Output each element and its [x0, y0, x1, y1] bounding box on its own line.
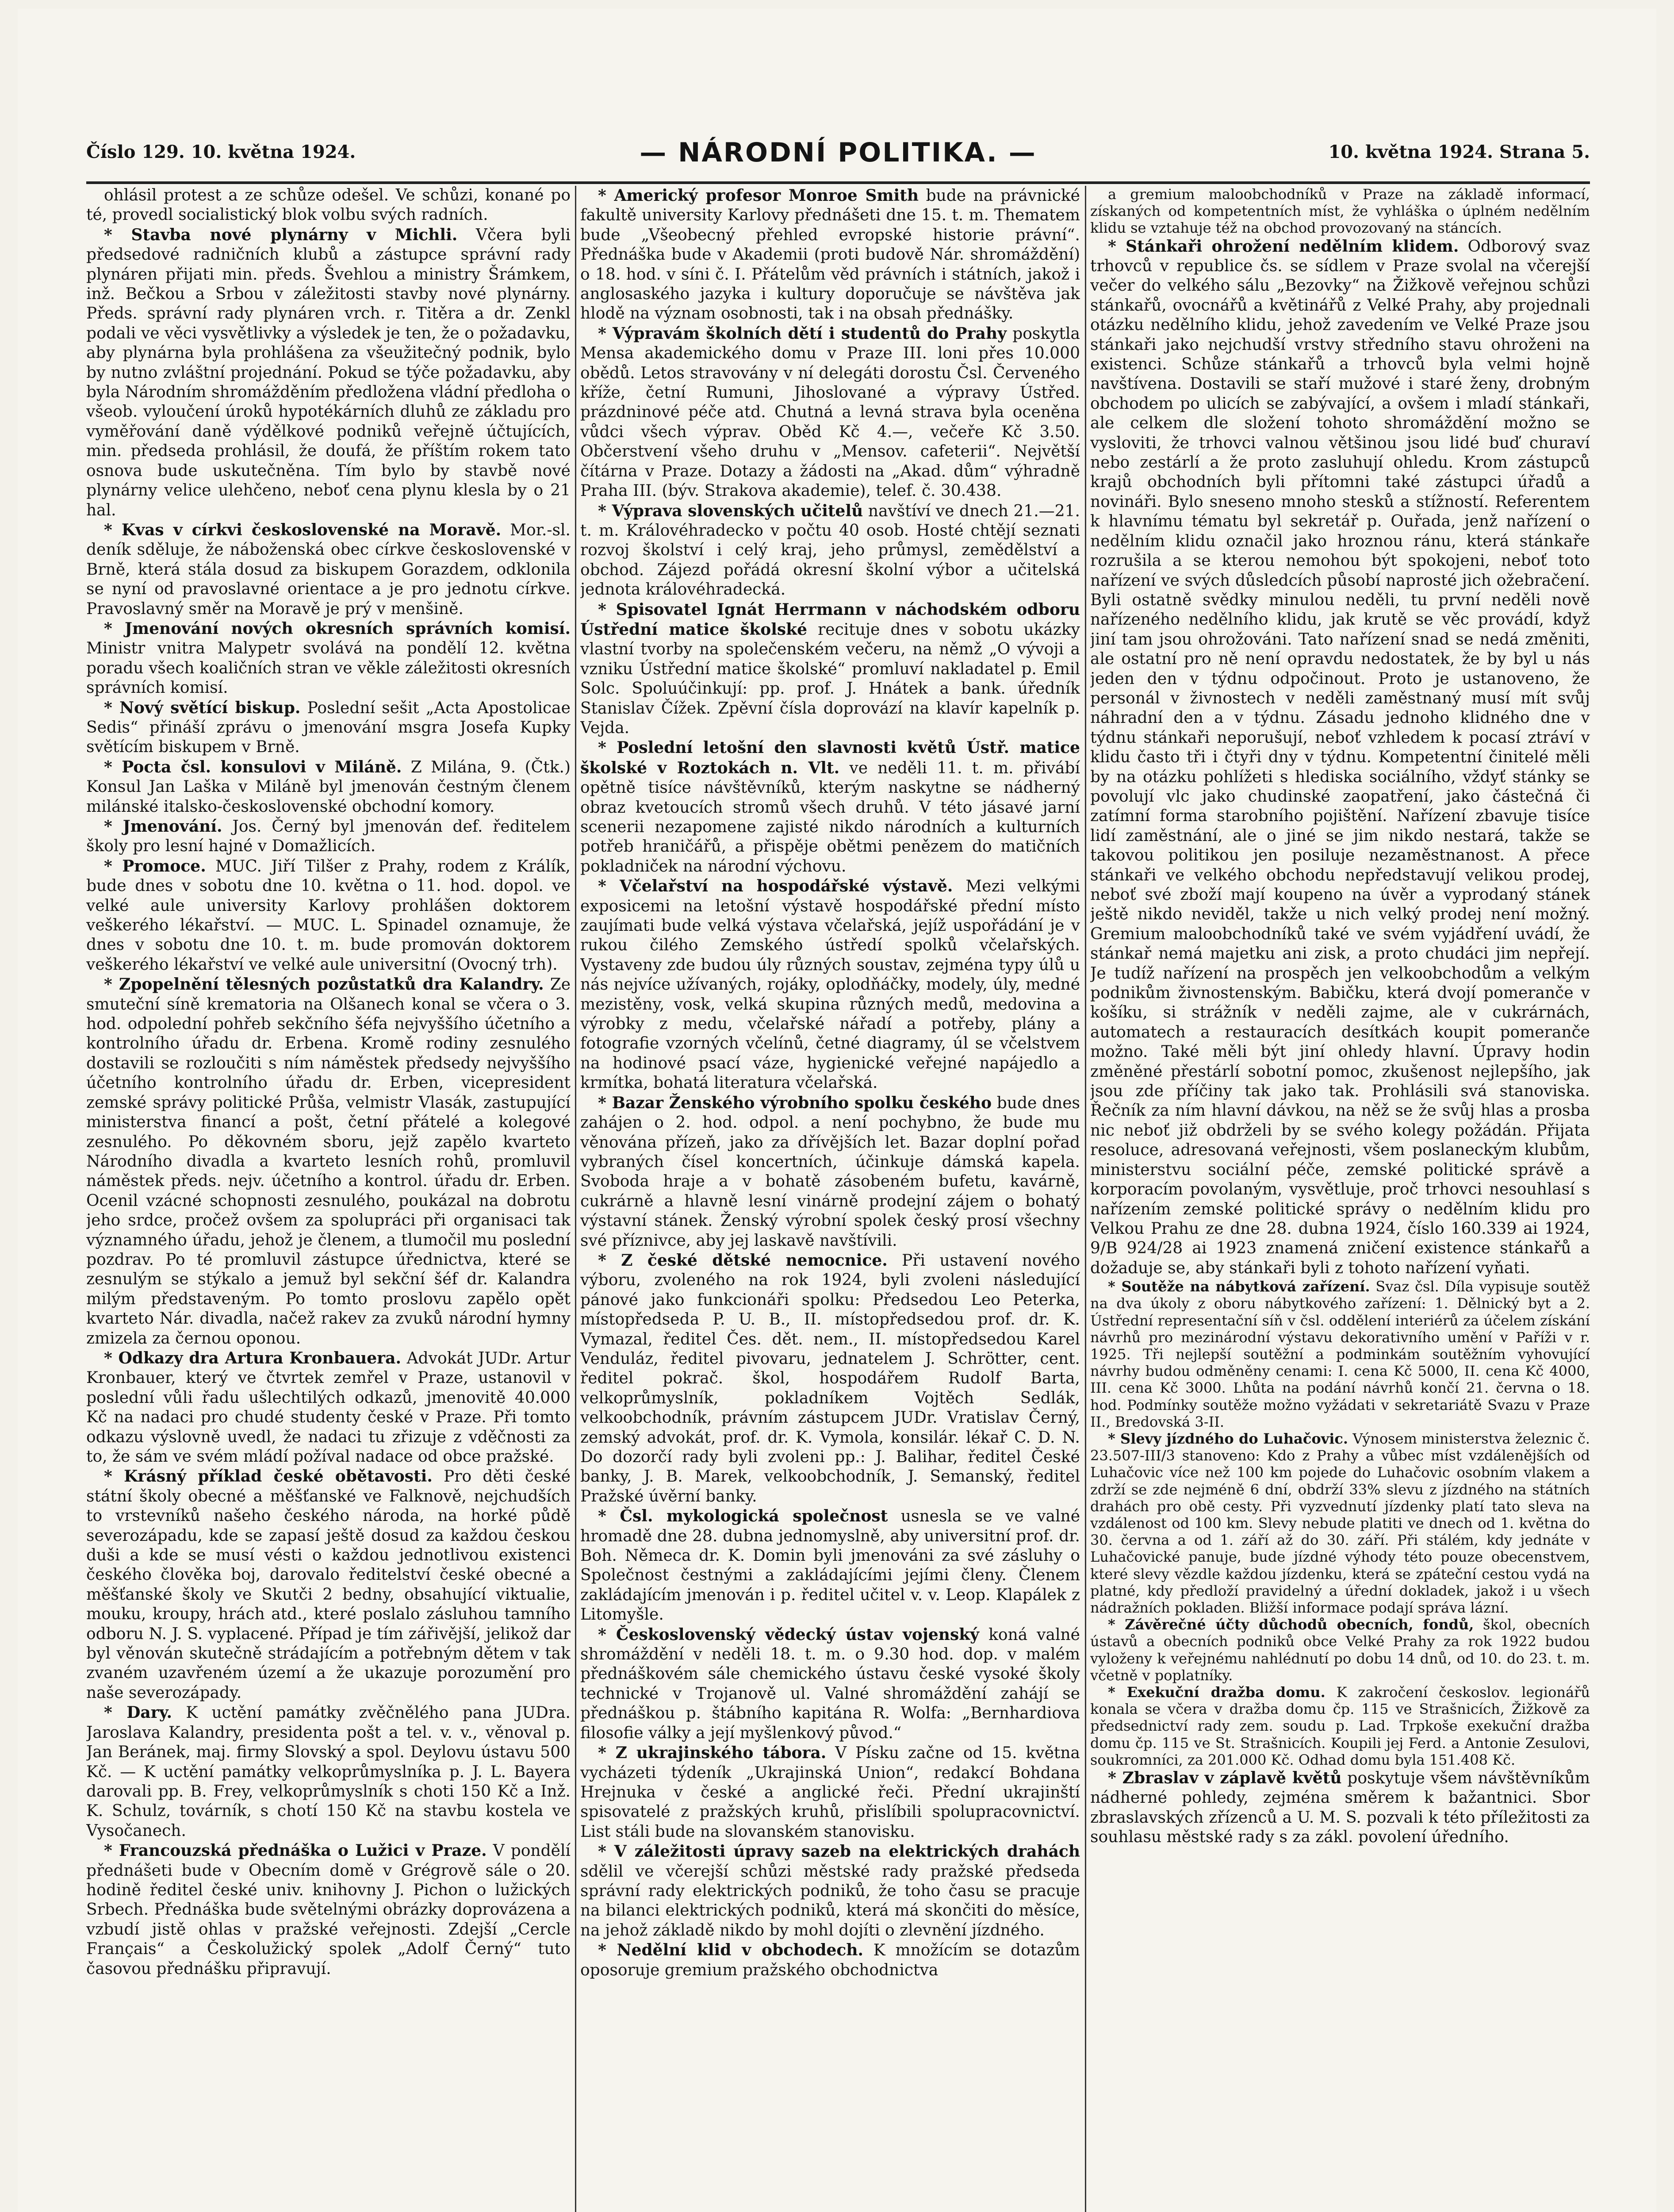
article: [1090, 1430, 1590, 1616]
article-headline: * Nedělní klid v obchodech.: [598, 1941, 864, 1960]
article-text: sdělil ve včerejší schůzi městské rady pražské předseda správní rady elektrických podniků, že toho času se pracuje na bilanci elektrických podniků, která má skončiti do měsíce, na jehož základě nikdo by mohl dojíti o zlevnění jízdného.: [580, 1862, 1080, 1939]
column-divider: [1085, 186, 1086, 2212]
article-text: K zakročení českoslov. legionářů konala se včera v dražba domu čp. 115 ve Strašnicích, Žižkově za předsednictví rady zem. soudu p. Lad. Trpkoše exekuční dražba domu čp. 115 ve St. Strašnicích. Koupili jej Ferd. a Antonie Zesulovi, soukromníci, za 201.000 Kč. Odhad domu byla 151.408 Kč.: [1090, 1684, 1590, 1768]
article-headline: * Čsl. mykologická společnost: [598, 1507, 888, 1526]
article-text: V Písku začne od 15. května vycházeti týdeník „Ukrajinská Union“, redakcí Bohdana Hrejnuka v české a anglické řeči. Přední ukrajinští spisovatelé z pražských kruhů, přislíbili spolupracovnictví. List stáli bude na slovanském stanovisku.: [580, 1744, 1080, 1841]
article-text: bude na právnické fakultě university Karlovy přednášeti dne 15. t. m. Thematem bude „Všeobecný přehled evropské historie právní“. Přednáška bude v Akademii (proti budově Nár. shromáždění) o 18. hod. v síni č. I. Přátelům věd právních i státních, jakož i anglosaského jazyka i kultury doporučuje se návštěva jak hlodě na význam osobnosti, tak i na obsah přednášky.: [580, 187, 1080, 323]
article: [580, 1093, 1080, 1251]
article-headline: * Exekuční dražba domu.: [1108, 1684, 1325, 1701]
article: [1090, 1278, 1590, 1430]
article: [580, 1842, 1080, 1940]
article-headline: * Bazar Ženského výrobního spolku českého: [598, 1093, 992, 1112]
article-text: Výnosem ministerstva železnic č. 23.507-III/3 stanoveno: Kdo z Prahy a vůbec míst vzdálenějších od Luhačovic více než 100 km pojede do Luhačovic osobním vlakem a zdrží se zde nejméně 6 dní, obdrží 33% slevu z jízdného na státních drahách pro obě cesty. Při vyzvednutí jízdenky platí tato sleva na vzdálenost od 100 km. Slevy nebude platiti ve dnech od 1. května do 30. června a od 1. září až do 30. září. Při stálém, kdy jednáte v Luhačovické panuje, bude jízdné výhody této pouze obecenstvem, které slevy vězdle každou jízdenku, která se zpáteční cestou vydá na platné, kdy předloží pravidelný a úřední dokladek, jakož i u všech nádražních pokladen. Bližší informace podají správa lázní.: [1090, 1430, 1590, 1616]
article-text: K uctění památky zvěčnělého pana JUDra. Jaroslava Kalandry, presidenta pošt a tel. v. v., věnoval p. Jan Beránek, maj. firmy Slovský a spol. Deylovu ústavu 500 Kč. — K uctění památky velkoprůmyslníka p. J. L. Bayera darovali pp. B. Frey, velkoprůmyslník s choti 150 Kč a Inž. K. Schulz, továrník, s chotí 150 Kč na stavbu kostela ve Vysočanech.: [86, 1704, 571, 1840]
column-2: [580, 186, 1080, 2212]
article: [580, 600, 1080, 738]
article: [1090, 1684, 1590, 1768]
article-text: ohlásil protest a ze schůze odešel. Ve schůzi, konané po té, provedl socialistický blok volbu svých radních.: [86, 186, 571, 224]
article: [86, 1467, 571, 1703]
article-headline: * Promoce.: [104, 856, 206, 876]
article: [86, 975, 571, 1348]
article-text: Poslední sešit „Acta Apostolicae Sedis“ přináší zprávu o jmenování msgra Josefa Kupky světícím biskupem v Brně.: [86, 699, 571, 757]
article-text: Advokát JUDr. Artur Kronbauer, který ve čtvrtek zemřel v Praze, ustanovil v poslední vůli řadu ušlechtilých odkazů, jmenovitě 40.000 Kč na nadaci pro chudé studenty české v Praze. Při tomto odkazu výslovně uvedl, že nadaci tu zřizuje z vděčnosti za to, že sám ve svém mládí požíval nadace od obce pražské.: [86, 1349, 571, 1466]
article-text: V pondělí přednášeti bude v Obecním domě v Grégrově sále o 20. hodině ředitel české univ. knihovny J. Pichon o lužických Srbech. Přednáška bude světelnými obrázky doprovázena a vzbudí jistě ohlas v pražské veřejnosti. Zdejší „Cercle Français“ a Českolužický spolek „Adolf Černý“ tuto časovou přednášku připravují.: [86, 1842, 571, 1978]
article-text: usnesla se ve valné hromadě dne 28. dubna jednomyslně, aby universitní prof. dr. Boh. Němeca dr. K. Domin byli jmenováni za své zásluhy o Společnost čestnými a zakládajícími jejími členy. Členem zakládajícím jmenován i p. ředitel učitel v. v. Leop. Klapálek z Litomyšle.: [580, 1507, 1080, 1624]
article-headline: * Zbraslav v záplavě květů: [1108, 1769, 1342, 1788]
article-headline: * Stánkaři ohrožení nedělním klidem.: [1108, 237, 1459, 256]
page-header: [86, 137, 1590, 179]
article-headline: * Jmenování nových okresních správních komisí.: [104, 619, 571, 638]
article: [580, 1506, 1080, 1624]
page-number: 10. května 1924. Strana 5.: [1328, 142, 1590, 162]
article-text: Jos. Černý byl jmenován def. ředitelem školy pro lesní hajné v Domažlicích.: [86, 818, 571, 856]
masthead: — NÁRODNÍ POLITIKA. —: [640, 137, 1037, 168]
header-rule: [86, 181, 1590, 184]
article-headline: * Závěrečné účty důchodů obecních, fondů,: [1108, 1616, 1474, 1633]
article-text: recituje dnes v sobotu ukázky vlastní tvorby na společenském večeru, na němž „O vývoji a vzniku Ústřední matice školské“ promluví nakladatel p. Emil Solc. Spoluúčinkují: pp. prof. J. Hnátek a bank. úředník Stanislav Čížek. Zpěvní čísla doprovází na klavír kapelník p. Vejda.: [580, 620, 1080, 737]
article: [86, 698, 571, 757]
article-headline: * Nový světící biskup.: [104, 698, 301, 717]
article-headline: * Krásný příklad české obětavosti.: [104, 1467, 433, 1486]
article-headline: * Výpravám školních dětí i studentů do Prahy: [598, 324, 1007, 343]
article-headline: * Poslední letošní den slavnosti květů Ústř. matice školské v Roztokách n. Vlt.: [580, 738, 1080, 777]
article-headline: * Slevy jízdného do Luhačovic.: [1108, 1430, 1348, 1447]
article-headline: * Pocta čsl. konsulovi v Miláně.: [104, 757, 402, 776]
article: [86, 817, 571, 856]
article-text: ve neděli 11. t. m. přivábí opětně tisíce návštěvníků, kterým naskytne se nádherný obraz kvetoucích stromů všech druhů. V této jásavé jarní scenerii nezapomene zajisté nikdo národních a kulturních potřeb hraničářů, a přispěje obětmi penězem do matičních pokladniček na národní výchovu.: [580, 759, 1080, 876]
article: [86, 225, 571, 520]
article-headline: * Stavba nové plynárny v Michli.: [104, 225, 458, 244]
article-text: škol, obecních ústavů a obecních podniků obce Velké Prahy za rok 1922 budou vyloženy k veřejnému nahlédnutí po dobu 14 dnů, od 10. do 23. t. m. včetně v poplatníky.: [1090, 1616, 1590, 1684]
article-text: Z Milána, 9. (Čtk.) Konsul Jan Laška v Miláně byl jmenován čestným členem milánské italsko-československé obchodní komory.: [86, 758, 571, 816]
article: [580, 738, 1080, 876]
column-1: [86, 186, 571, 2212]
article-headline: * Odkazy dra Artura Kronbauera.: [104, 1348, 402, 1367]
article: [580, 876, 1080, 1093]
column-3: [1090, 186, 1590, 2212]
article-text: poskytla Mensa akademického domu v Praze III. loni přes 10.000 obědů. Letos stravovány v ní delegáti dorostu Čsl. Červeného kříže, četní Rumuni, Jihoslované a výpravy Ústřed. prázdninové péče atd. Chutná a levná strava byla oceněna vůdci všech výprav. Oběd Kč 4.—, večeře Kč 3.50. Občerstvení všeho druhu v „Mensov. cafeterii“. Největší čítárna v Praze. Dotazy a žádosti na „Akad. dům“ výhradně Praha III. (býv. Strakova akademie), telef. č. 30.438.: [580, 324, 1080, 500]
article: [580, 1251, 1080, 1506]
article-headline: * Kvas v církvi československé na Moravě.: [104, 520, 502, 539]
article: [86, 186, 571, 225]
article-headline: * Československý vědecký ústav vojenský: [598, 1625, 980, 1644]
column-divider: [575, 186, 576, 2212]
article: [580, 186, 1080, 324]
article: [580, 1940, 1080, 1980]
article-headline: * Francouzská přednáška o Lužici v Praze.: [104, 1841, 487, 1860]
article: [86, 757, 571, 817]
article: [86, 520, 571, 619]
article-headline: * Jmenování.: [104, 817, 222, 836]
article-text: bude dnes zahájen o 2. hod. odpol. a není pochybno, že bude mu věnována přízeň, jako za dřívějších let. Bazar doplní pořad vybraných čísel koncertních, účinkuje dámská kapela. Svoboda hraje a v bohatě zásobeném bufetu, kavárně, cukrárně a hlavně lesní vinárně prodejní zájem o bohatý výstavní stánek. Ženský výrobní spolek český prosí všechny své příznivce, aby jej laskavě navštívili.: [580, 1094, 1080, 1250]
article-text: Při ustavení nového výboru, zvoleného na rok 1924, byli zvoleni následující pánové jako funkcionáři spolku: Předsedou Leo Peterka, místopředseda P. U. B., II. místopředsedou prof. dr. K. Vymazal, ředitel Čes. dět. nem., II. místopředsedou Karel Venduláz, ředitel pivovaru, jednatelem J. Schrötter, cent. ředitel pokrač. škol, hospodářem Rudolf Barta, velkoprůmyslník, pokladníkem Vojtěch Sedlák, velkoobchodník, právním zástupcem JUDr. Vratislav Černý, zemský advokát, prof. dr. K. Vymola, konsilár. lékař C. D. N. Do dozorčí rady byli zvoleni pp.: J. Balihar, ředitel České banky, J. B. Marek, velkoobchodník, J. Semanský, ředitel Pražské úvěrní banky.: [580, 1251, 1080, 1505]
article-text: Včera byli předsedové radničních klubů a zástupce správní rady plynáren přijati min. předs. Švehlou a ministry Šrámkem, inž. Bečkou a Srbou v záležitosti stavby nové plynárny. Předs. správní rady plynáren vrch. r. Titěra a dr. Zenkl podali ve věci vysvětlivky a výsledek je ten, že o požadavku, aby plynárna byla prohlášena za všeužitečný podnik, bylo by nutno zvláštní projednání. Pokud se týče požadavku, aby byla Národním shromážděním předložena vládní předloha o všeob. vyloučení úroků hypotékárních dluhů ze základu pro vyměřování daně výdělkové podniků veřejně účtujících, min. předseda prohlásil, že doufá, že příštím rokem tato osnova bude uskutečněna. Tím bylo by stavbě nové plynárny velice ulehčeno, neboť cena plynu klesla by o 21 hal.: [86, 226, 571, 519]
article-text: koná valné shromáždění v neděli 18. t. m. o 9.30 hod. dop. v malém přednáškovém sále chemického ústavu české vysoké školy technické v Trojanově ul. Valné shromáždění zahájí se přednáškou p. štábního kapitána R. Wolfa: „Bernhardiova filosofie války a její myšlenkový původ.“: [580, 1625, 1080, 1742]
article: [1090, 186, 1590, 237]
article-headline: * V záležitosti úpravy sazeb na elektrických drahách: [598, 1842, 1080, 1861]
article-text: Mezi velkými exposicemi na letošní výstavě hospodářské přední místo zaujímati bude velká výstava včelařská, jejíž uspořádání je v rukou čilého Zemského ústředí spolků včelařských. Vystaveny zde budou úly různých soustav, zejména typy úlů u nás nejvíce užívaných, rojáky, oplodňáčky, modely, úly, medné mezistěny, vosk, velká skupina různých medů, medovina a výrobky z medu, včelařské nářadí a potřeby, plány a fotografie vzorných včelínů, četné diagramy, úl se včelstvem na hodinové psací váze, hygienické veřejné napájedlo a krmítka, bohatá literatura včelařská.: [580, 877, 1080, 1092]
article-text: a gremium maloobchodníků v Praze na základě informací, získaných od kompetentních míst, že vyhláška o úplném nedělním klidu se vztahuje též na obchod provozovaný na stáncích.: [1090, 186, 1590, 237]
article: [86, 1841, 571, 1979]
issue-date: Číslo 129. 10. května 1924.: [86, 142, 356, 162]
article-text: poskytuje všem návštěvníkům nádherné pohledy, zejména směrem k bažantnici. Sbor zbraslavských zřízenců a U. M. S. pozvali k této příležitosti za souhlasu městské rady s za zákl. povolení úředního.: [1090, 1769, 1590, 1847]
article-text: Odborový svaz trhovců v republice čs. se sídlem v Praze svolal na včerejší večer do velkého sálu „Bezovky“ na Žižkově veřejnou schůzi stánkařů, ovocnářů a květinářů z Velké Prahy, aby projednali otázku nedělního klidu, jehož zavedením ve Velké Praze jsou stánkaři jako nejchudší vrstvy středního stavu ohroženi na existenci. Schůze stánkařů a trhovců byla velmi hojně navštívena. Dostavili se staří mužové i staré ženy, drobným obchodem po ulicích se zabývající, a ovšem i mladí stánkaři, ale celkem dle složení tohoto shromáždění možno se vysloviti, že trhovci valnou většinou jsou lidé buď churaví nebo zestárlí a že proto zasluhují ohledu. Krom zástupců krajů obchodních byli přítomni také zástupci úřadů a novináři. Bylo sneseno mnoho stesků a stížností. Referentem k hlavnímu tématu byl sekretář p. Ouřada, jenž nařízení o nedělním klidu označil jako hroznou ránu, která stánkaře rozrušila a se kterou nemohou být spokojeni, neboť toto nařízení ve svých důsledcích působí naprosté jich ožebračení. Byli ostatně svědky minulou neděli, tu první neděli nově nařízeného nedělního klidu, jak krutě se věc provádí, když jiní tam jsou ohrožováni. Tato nařízení snad se nedá změniti, ale ostatní pro ně není opravdu nedostatek, že by byl u nás jeden den v týdnu odpočinout. Proto je ustanoveno, že personál v živnostech v neděli zaměstnaný musí mít svůj náhradní den a v týdnu. Zásadu jednoho klidného dne v týdnu stánkaři neporušují, neboť vzhledem k pocasí ztráví v klidu často tři i čtyři dny v týdnu. Kompetentní činitelé měli by na otázku pohlížeti s hlediska sociálního, vždyť stánky se povolují vlc jako chudinské zaopatření, jako částečná či zatímní forma starobního pojištění. Nařízení zbavuje tisíce lidí zaměstnání, ale o jiné se jim nikdo nestará, takže se takovou politikou jen posiluje nezaměstnanost. A přece stánkaři ve velkého obchodu nepředstavují velikou prodej, neboť své zboží mají koupeno na úvěr a vyprodaný stánek ještě nikdo neviděl, takže u nich velký prodej není možný. Gremium maloobchodníků také ve svém vyjádření uvádí, že stánkař nemá majetku ani zisk, a proto chudáci jim nepřejí. Je tudíž nařízení na prospěch jen velkoobchodům a velkým podnikům živnostenským. Babičku, která dvojí pomeranče v košíku, si strážník v neděli zajme, ale v cukrárnách, automatech a restauracích desítkách koupit pomeranče možno. Také měli být jiní ohledy hlavní. Úpravy hodin změněné přestárlí sobotní pomoc, zkušenost nejlepšího, jak jsou zde příčiny tak jako tak. Prohlásili svá stanoviska. Řečník za ním hlavní dávkou, na něž se že svůj hlas a prosba nic neboť již obdrželi by se svého kolegy požádán. Přijata resoluce, adresovaná veřejnosti, všem poslaneckým klubům, ministerstvu sociální péče, zemské politické správě a korporacím povolaným, vysvětluje, proč trhovci nesouhlasí s nařízením zemské politické správy o nedělním klidu pro Velkou Prahu ze dne 28. dubna 1924, číslo 160.339 ai 1924, 9/B 924/28 ai 1923 znamená zničení existence stánkařů a dožaduje se, aby stánkaři byli z tohoto nařízení vyňati.: [1090, 237, 1590, 1277]
article-headline: * Zpopelnění tělesných pozůstatků dra Kalandry.: [104, 975, 544, 994]
article-text: Svaz čsl. Díla vypisuje soutěž na dva úkoly z oboru nábytkového zařízení: 1. Dělnický byt a 2. Ústřední representační síň v čsl. oddělení interiérů za účelem získání návrhů pro mezinárodní výstavu dekorativního umění v Paříži v r. 1925. Tři nejlepší soutěžní a podminkám soutěžním vyhovující návrhy budou odměněny cenami: I. cena Kč 5000, II. cena Kč 4000, III. cena Kč 3000. Lhůta na podání návrhů končí 21. června o 18. hod. Podmínky soutěže možno vyžádati v sekretariátě Svazu v Praze II., Bredovská 3-II.: [1090, 1278, 1590, 1430]
article-text: K množícím se dotazům oposoruje gremium pražského obchodnictva: [580, 1941, 1080, 1979]
article: [1090, 1616, 1590, 1684]
article-headline: * Z české dětské nemocnice.: [598, 1251, 888, 1270]
article: [86, 856, 571, 975]
article-headline: * Dary.: [104, 1703, 172, 1722]
article-headline: * Výprava slovenských učitelů: [598, 501, 863, 520]
article: [1090, 237, 1590, 1279]
article: [580, 1743, 1080, 1842]
article-headline: * Soutěže na nábytková zařízení.: [1108, 1278, 1370, 1295]
article: [580, 501, 1080, 600]
article: [580, 324, 1080, 501]
article-headline: * Z ukrajinského tábora.: [598, 1743, 827, 1763]
article: [86, 1348, 571, 1467]
article-text: MUC. Jiří Tilšer z Prahy, rodem z Králík, bude dnes v sobotu dne 10. května o 11. hod. dopol. ve velké aule university Karlovy prohlášen doktorem veškerého lékařství. — MUC. L. Spinadel oznamuje, že dnes v sobotu dne 10. t. m. bude promován doktorem veškerého lékařství ve velké aule universitní (Ovocný trh).: [86, 857, 571, 974]
article: [86, 1703, 571, 1841]
article-text: navštíví ve dnech 21.—21. t. m. Královéhradecko v počtu 40 osob. Hosté chtějí seznati rozvoj školství i celý kraj, jeho průmysl, zemědělství a obchod. Zájezd pořádá okresní školní výbor a učitelská jednota královéhradecká.: [580, 502, 1080, 599]
article-text: Mor.-sl. deník sděluje, že náboženská obec církve československé v Brně, která stála dosud za biskupem Gorazdem, odklonila se nyní od pravoslavné orientace a je pro jednotu církve. Pravoslavný směr na Moravě je prý v menšině.: [86, 521, 571, 618]
article: [86, 619, 571, 698]
article-text: Ministr vnitra Malypetr svolává na pondělí 12. května poradu všech koaličních stran ve věkle záležitosti okresních správních komisí.: [86, 639, 571, 697]
article-text: Ze smuteční síně krematoria na Olšanech konal se včera o 3. hod. odpolední pohřeb sekčního šéfa nejvyššího účetního a kontrolního úřadu dr. Erbena. Kromě rodiny zesnulého dostavili se rozloučiti s ním náměstek předsedy nejvyššího účetního kontrolního úřadu dr. Erben, vicepresident zemské správy politické Průša, velmistr Vlasák, zastupující ministerstva financí a pošt, četní přátelé a kolegové zesnulého. Po děkovném sboru, jejž zapělo kvarteto Národního divadla a kvarteto lesních rohů, promluvil náměstek předs. nejv. účetního a kontrol. úřadu dr. Erben. Ocenil vzácné schopnosti zesnulého, poukázal na dobrotu jeho srdce, pročež ovšem za spolupráci při organisaci tak významného úřadu, jehož je členem, a tlumočil mu poslední pozdrav. Po té promluvil zástupce úřednictva, které se zesnulým se stýkalo a jemuž byl sekční šéf dr. Kalandra milým představeným. Po tomto proslovu zapělo opět kvarteto Nár. divadla, načež rakev za zvuků národní hymny zmizela za černou oponou.: [86, 975, 571, 1348]
article-headline: * Včelařství na hospodářské výstavě.: [598, 877, 953, 896]
article-headline: * Americký profesor Monroe Smith: [598, 186, 919, 205]
article: [1090, 1768, 1590, 1847]
article-text: Pro děti české státní školy obecné a měšťanské ve Falknově, nejchudších to vrstevníků našeho českého národa, na horké půdě severozápadu, kde se zapasí ještě dosud za každou českou duši a kde se musí vésti o každou jednotlivou existenci českého člověka boj, darovalo ředitelství české obecné a měšťanské školy ve Skutči 2 bedny, obsahující viktualie, mouku, kroupy, hrách atd., které poslalo zásluhou tamního odboru N. J. S. vyplacené. Případ je tím zářivější, jelikož dar byl věnován skutečně strádajícím a potřebným dětem v tak zvaném uzavřeném území a že ukazuje porozumění pro naše severozápady.: [86, 1467, 571, 1702]
article-headline: * Spisovatel Ignát Herrmann v náchodském odboru Ústřední matice školské: [580, 600, 1080, 639]
article: [580, 1625, 1080, 1743]
